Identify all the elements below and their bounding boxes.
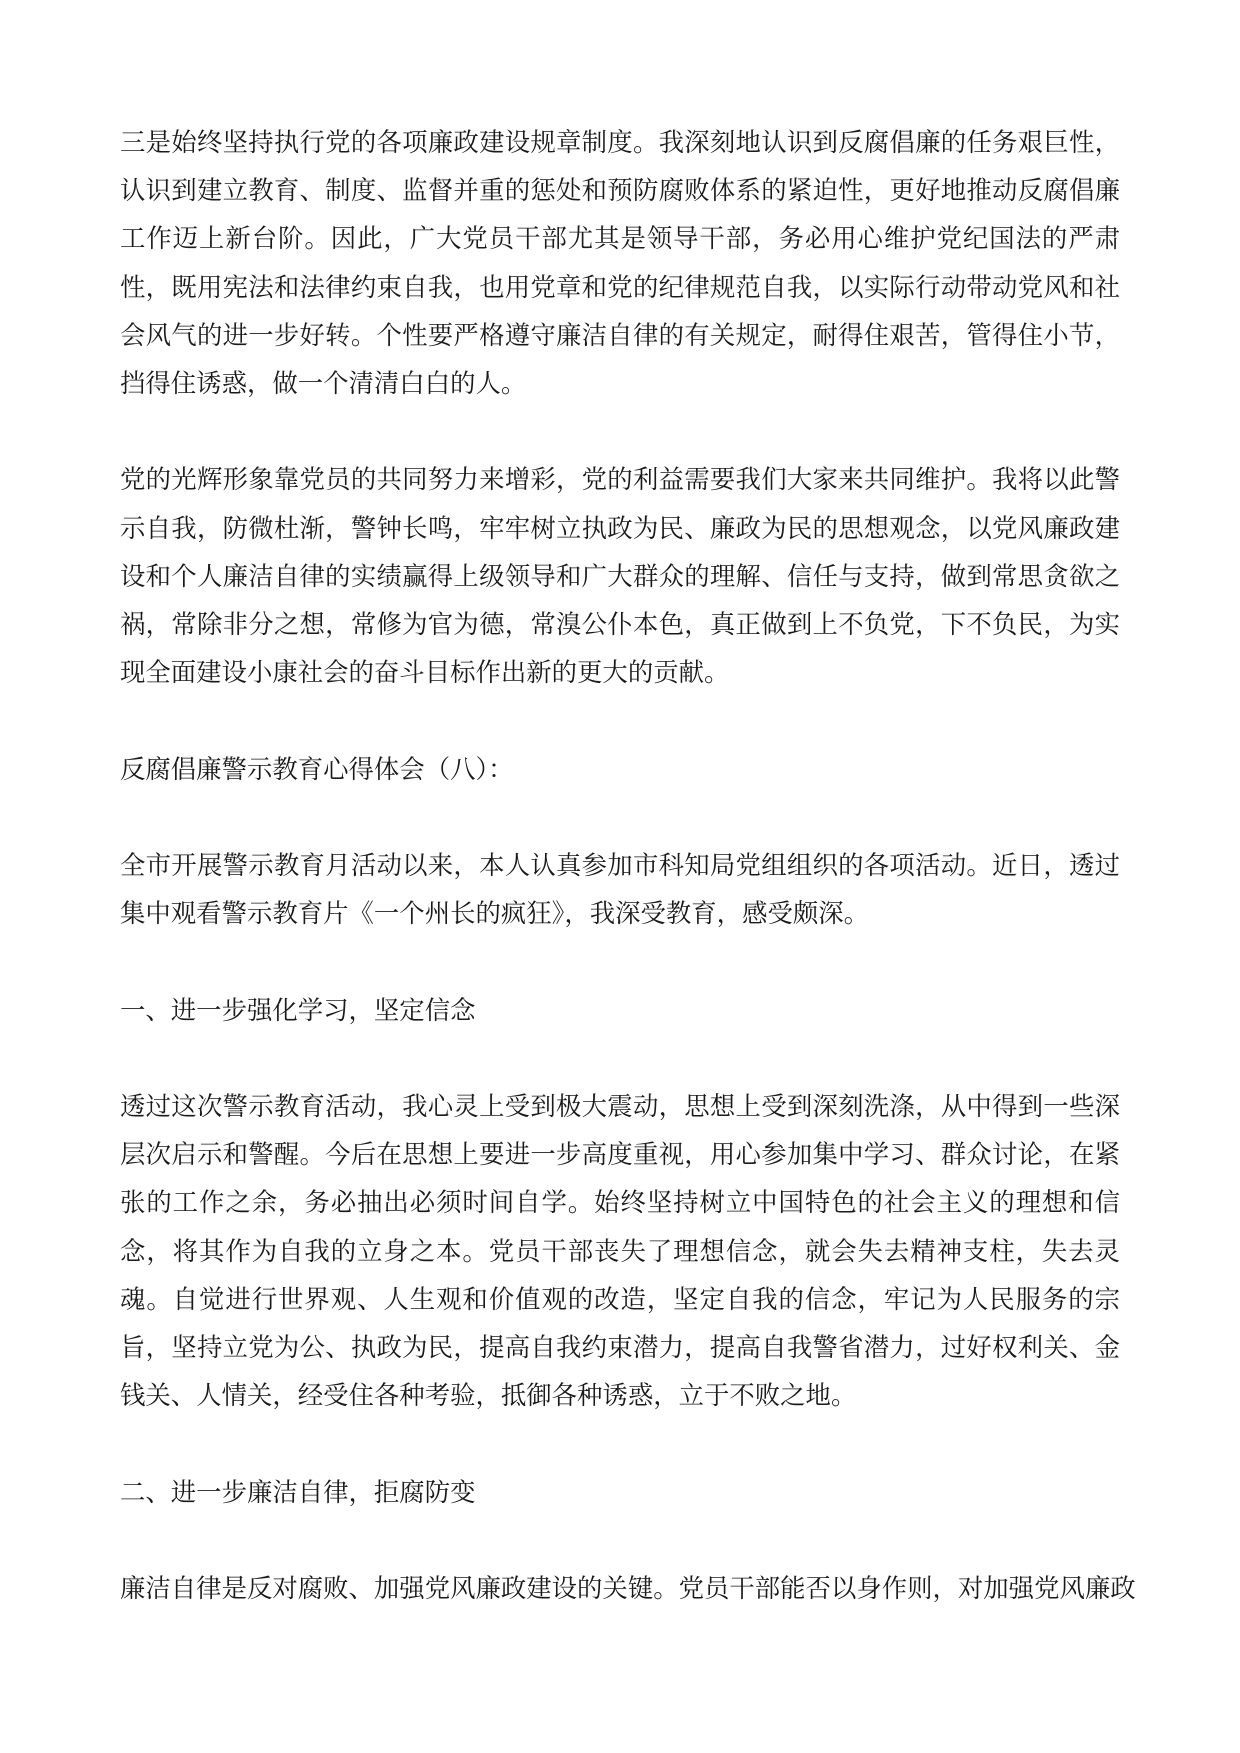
section-heading-eight: 反腐倡廉警示教育心得体会（八）： (120, 753, 514, 784)
paragraph-warning-education: 全市开展警示教育月活动以来，本人认真参加市科知局党组组织的各项活动。近日，透过集中观看警示教育片《一个州长的疯狂》，我深受教育，感受颇深。 (120, 850, 1120, 929)
heading-self-discipline: 二、进一步廉洁自律，拒腐防变 (120, 1476, 476, 1507)
document-body (120, 118, 1136, 1660)
paragraph-regulations: 三是始终坚持执行党的各项廉政建设规章制度。我深刻地认识到反腐倡廉的任务艰巨性，认识到建立教育、制度、监督并重的惩处和预防腐败体系的紧迫性，更好地推动反腐倡廉工作迈上新台阶。因此，广大党员干部尤其是领导干部，务必用心维护党纪国法的严肃性，既用宪法和法律约束自我，也用党章和党的纪律规范自我，以实际行动带动党风和社会风气的进一步好转。个性要严格遵守廉洁自律的有关规定，耐得住艰苦，管得住小节，挡得住诱惑，做一个清清白白的人。 (120, 127, 1120, 399)
paragraph-party-image: 党的光辉形象靠党员的共同努力来增彩，党的利益需要我们大家来共同维护。我将以此警示自我，防微杜渐，警钟长鸣，牢牢树立执政为民、廉政为民的思想观念，以党风廉政建设和个人廉洁自律的实绩赢得上级领导和广大群众的理解、信任与支持，做到常思贪欲之祸，常除非分之想，常修为官为德，常溴公仆本色，真正做到上不负党，下不负民，为实现全面建设小康社会的奋斗目标作出新的更大的贡献。 (120, 464, 1120, 688)
heading-strengthen-study: 一、进一步强化学习，坚定信念 (120, 994, 476, 1025)
paragraph-self-discipline: 廉洁自律是反对腐败、加强党风廉政建设的关键。党员干部能否以身作则，对加强党风廉政 (120, 1572, 1136, 1603)
paragraph-study-belief: 透过这次警示教育活动，我心灵上受到极大震动，思想上受到深刻洗涤，从中得到一些深层次启示和警醒。今后在思想上要进一步高度重视，用心参加集中学习、群众讨论，在紧张的工作之余，务必抽出必须时间自学。始终坚持树立中国特色的社会主义的理想和信念，将其作为自我的立身之本。党员干部丧失了理想信念，就会失去精神支柱，失去灵魂。自觉进行世界观、人生观和价值观的改造，坚定自我的信念，牢记为人民服务的宗旨，坚持立党为公、执政为民，提高自我约束潜力，提高自我警省潜力，过好权利关、金钱关、人情关，经受住各种考验，抵御各种诱惑，立于不败之地。 (120, 1090, 1120, 1411)
